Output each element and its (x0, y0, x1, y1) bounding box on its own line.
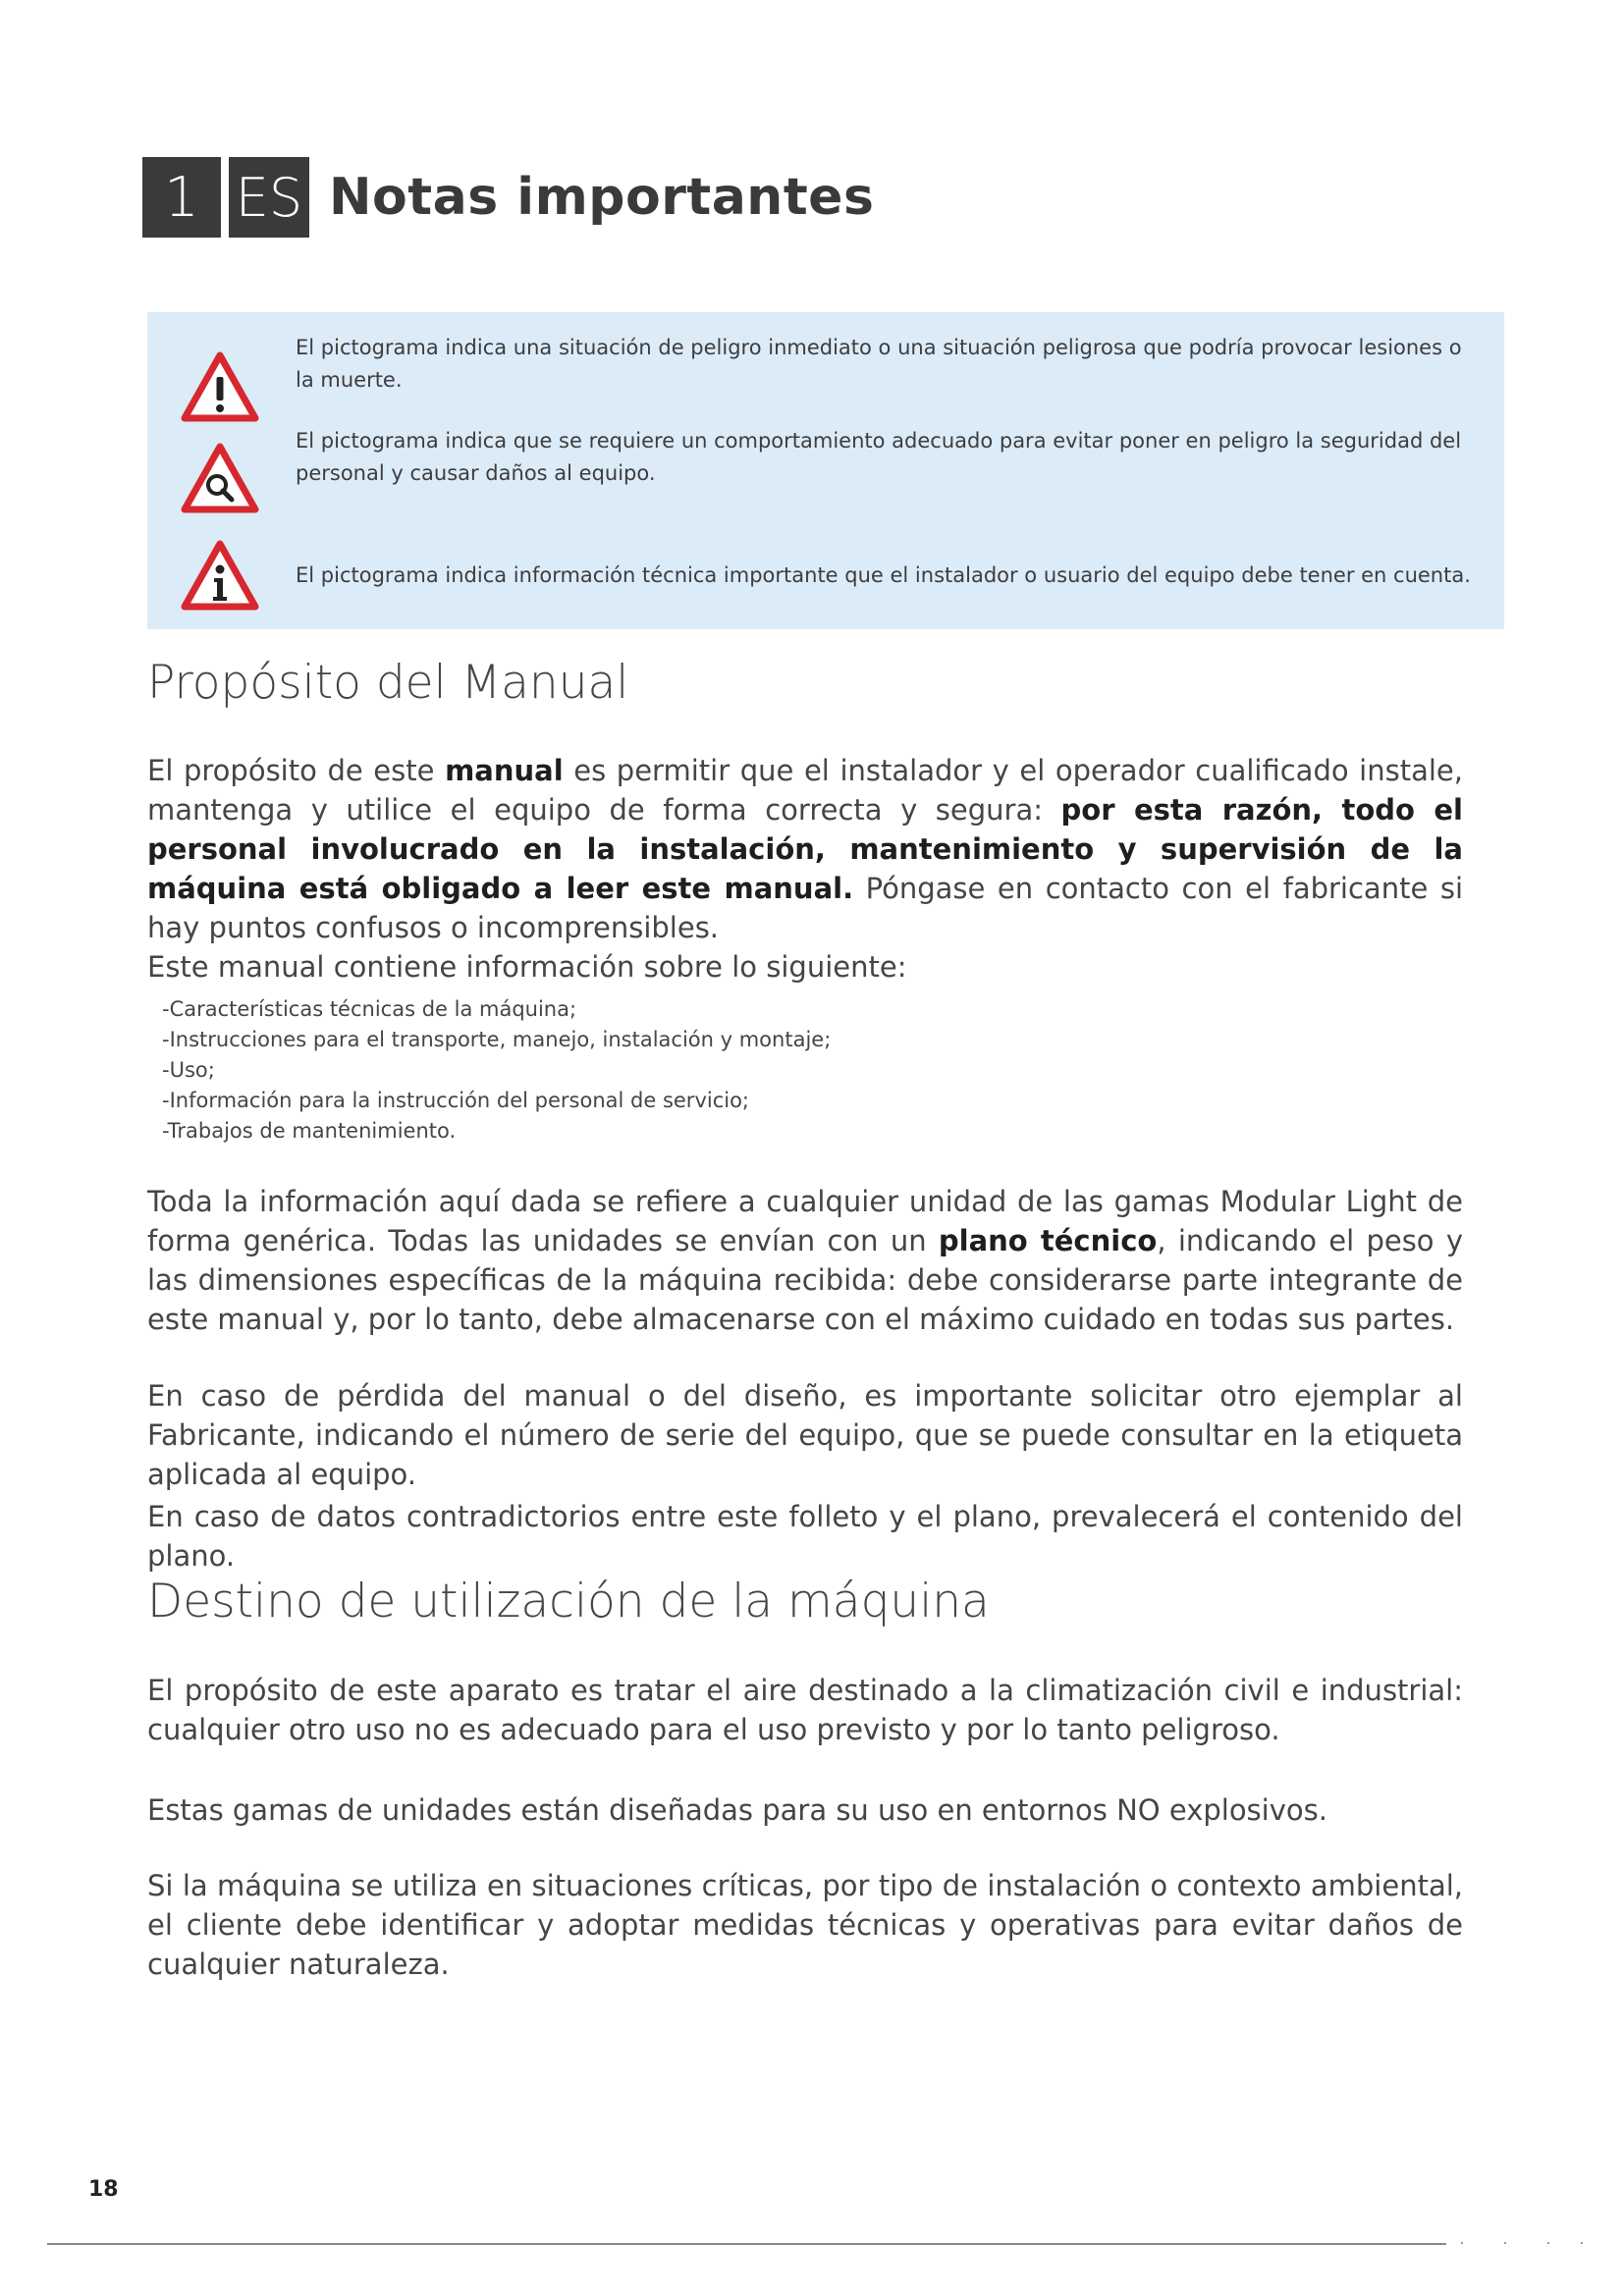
warning-text-caution: El pictograma indica que se requiere un comportamiento adecuado para evitar poner en peligro la seguridad del personal y causar daños al equipo. (296, 429, 1462, 485)
information-icon (181, 540, 259, 611)
page-number: 18 (88, 2177, 119, 2202)
purpose-paragraph-1 (147, 751, 1463, 947)
danger-exclamation-icon (181, 351, 259, 422)
contents-list (162, 994, 831, 1147)
purpose-p3-text-2: , indicando el peso y las dimensiones específicas de la máquina recibida: debe considerarse parte integrante de este manual y, por lo tanto, debe almacenarse con el máximo cuidado en todas sus partes. (147, 1224, 1464, 1336)
purpose-paragraph-5: En caso de datos contradictorios entre este folleto y el plano, prevalecerá el contenido del plano. (147, 1500, 1463, 1573)
warning-text-info: El pictograma indica información técnica importante que el instalador o usuario del equipo debe tener en cuenta. (296, 563, 1471, 587)
purpose-paragraph-3 (147, 1182, 1463, 1339)
safety-pictogram-box (147, 312, 1504, 629)
purpose-list-intro: Este manual contiene información sobre lo siguiente: (147, 950, 907, 984)
purpose-paragraph-4: En caso de pérdida del manual o del diseño, es importante solicitar otro ejemplar al Fabricante, indicando el número de serie del equipo, que se puede consultar en la etiqueta aplicada al equipo. (147, 1379, 1463, 1491)
purpose-p1-text-3: Póngase en contacto con el fabricante si hay puntos confusos o incomprensibles. (147, 872, 1464, 944)
purpose-p1-bold-warning: por esta razón, todo el personal involucrado en la instalación, mantenimiento y supervisión de la máquina está obligado a leer este manual. (147, 793, 1463, 905)
list-item: -Instrucciones para el transporte, manejo, instalación y montaje; (162, 1028, 832, 1051)
purpose-p3-bold-plano: plano técnico (938, 1224, 1158, 1257)
list-item: -Información para la instrucción del personal de servicio; (162, 1089, 750, 1112)
footer-rule (47, 2243, 1446, 2245)
use-paragraph-3: Si la máquina se utiliza en situaciones críticas, por tipo de instalación o contexto ambiental, el cliente debe identificar y adoptar medidas técnicas y operativas para evitar daños de cualquier naturaleza. (147, 1869, 1463, 1981)
footer-dots (1453, 2242, 1591, 2244)
purpose-p1-bold-manual: manual (445, 754, 564, 787)
purpose-p3-text-1: Toda la información aquí dada se refiere a cualquier unidad de las gamas Modular Light de forma genérica. Todas las unidades se envían con un (147, 1185, 1463, 1257)
warning-text-danger: El pictograma indica una situación de peligro inmediato o una situación peligrosa que podría provocar lesiones o la muerte. (296, 336, 1462, 392)
use-paragraph-1: El propósito de este aparato es tratar el aire destinado a la climatización civil e industrial: cualquier otro uso no es adecuado para el uso previsto y por lo tanto peligroso. (147, 1674, 1463, 1746)
list-item: -Uso; (162, 1058, 215, 1082)
language-code: ES (229, 157, 309, 238)
list-item: -Características técnicas de la máquina; (162, 997, 577, 1021)
caution-magnifier-icon (181, 443, 259, 513)
purpose-p1-text-1: El propósito de este (147, 754, 446, 787)
purpose-p1-text-2: es permitir que el instalador y el operador cualificado instale, mantenga y utilice el equipo de forma correcta y segura: (147, 754, 1463, 827)
page-title: Notas importantes (329, 168, 875, 227)
section-heading-use: Destino de utilización de la máquina (147, 1575, 990, 1629)
use-paragraph-2: Estas gamas de unidades están diseñadas para su uso en entornos NO explosivos. (147, 1793, 1327, 1827)
list-item: -Trabajos de mantenimiento. (162, 1119, 457, 1143)
section-heading-purpose: Propósito del Manual (147, 656, 629, 710)
chapter-header (142, 157, 874, 238)
chapter-number: 1 (142, 157, 221, 238)
